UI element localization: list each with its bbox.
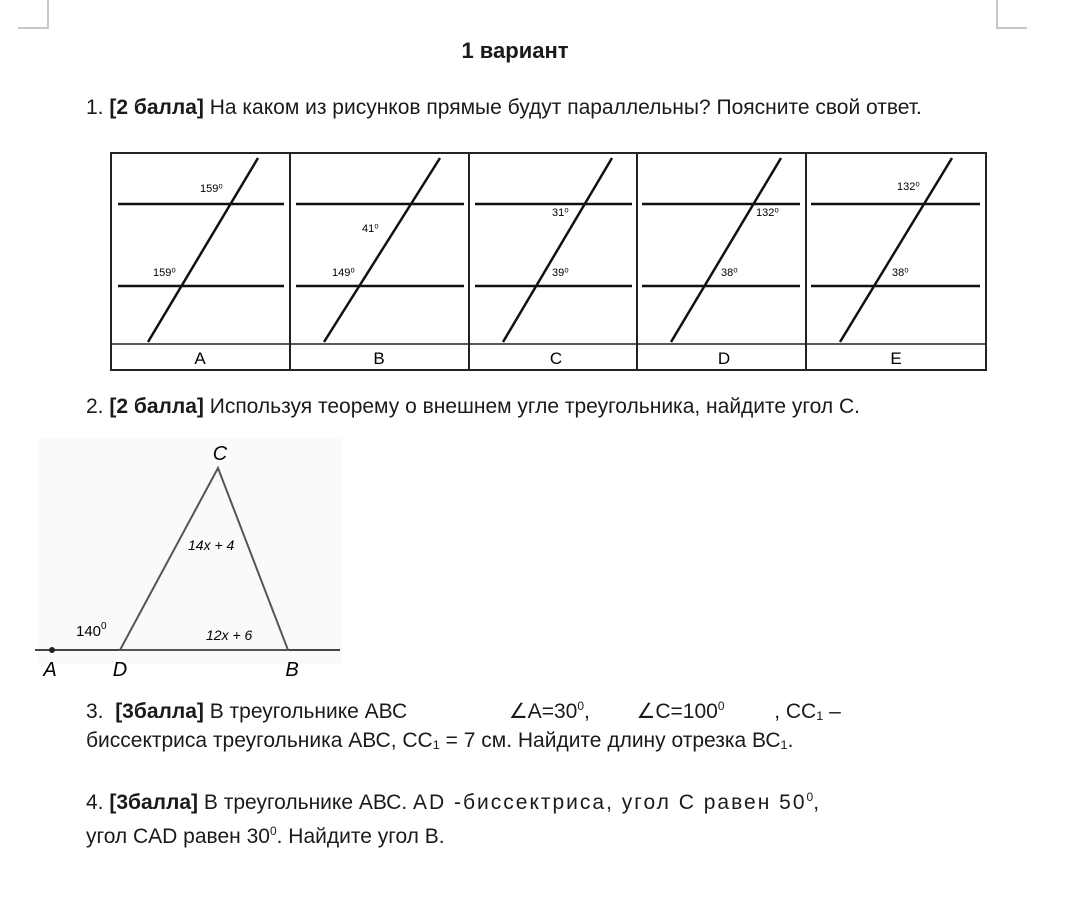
question-2-points: [2 балла]: [109, 395, 204, 418]
question-4-text-4: угол CAD равен 30: [86, 825, 270, 848]
question-1: [86, 93, 1006, 122]
panel-c-angle-bottom: 39⁰: [552, 267, 569, 279]
panel-c: [475, 158, 632, 368]
panel-a-angle-bottom: 159⁰: [153, 267, 176, 279]
page-corner-right: [985, 0, 1045, 40]
vertex-d-label: D: [112, 659, 128, 681]
panel-e-label: E: [890, 349, 902, 368]
panel-a-angle-top: 159⁰: [200, 183, 223, 195]
panel-d-label: D: [717, 349, 731, 368]
question-4-text-5: . Найдите угол В.: [276, 825, 445, 848]
panel-b-angle-top: 41⁰: [362, 223, 379, 235]
question-1-points: [2 балла]: [109, 96, 204, 119]
page-title: 1 вариант: [461, 38, 569, 63]
question-3-angle-a-degree: 0: [577, 699, 585, 713]
panel-a: [118, 158, 284, 368]
question-3-angle-c: ∠C=100: [636, 700, 718, 723]
question-3-cc1: , CC₁ –: [774, 700, 841, 723]
vertex-c-label: C: [212, 443, 228, 465]
question-1-number: 1.: [86, 96, 104, 119]
angle-d-value: $140^0$: [76, 621, 107, 640]
panel-e: [811, 158, 980, 368]
question-4-degree-1: 0: [806, 790, 814, 804]
question-4: [86, 783, 986, 851]
panel-d: [642, 158, 800, 368]
angle-b-expression: 12x + 6: [206, 627, 253, 643]
question-3-number: 3.: [86, 700, 104, 723]
question-4-degree-2: 0: [269, 824, 277, 838]
panel-c-label: C: [549, 349, 563, 368]
question-3-angle-a: ∠A=30: [508, 700, 578, 723]
panel-d-angle-bottom: 38⁰: [721, 267, 738, 279]
angle-d-degree: 0: [101, 621, 107, 632]
question-3-points: [3балла]: [115, 700, 204, 723]
parallel-lines-figure: [110, 152, 988, 372]
question-4-text-3: ,: [813, 791, 820, 814]
panel-b: [296, 158, 464, 368]
question-2-text: Используя теорему о внешнем угле треугольника, найдите угол С.: [209, 395, 860, 418]
panel-e-angle-bottom: 38⁰: [892, 267, 909, 279]
question-4-points: [3балла]: [109, 791, 199, 814]
triangle-figure: [30, 430, 350, 690]
question-1-text: На каком из рисунков прямые будут параллельны? Поясните свой ответ.: [209, 96, 922, 119]
question-3-angle-c-degree: 0: [717, 699, 725, 713]
panel-c-angle-top: 31⁰: [552, 207, 569, 219]
panel-e-angle-top: 132⁰: [897, 181, 920, 193]
panel-d-angle-top: 132⁰: [756, 207, 779, 219]
question-4-text-2: AD -биссектриса, угол С равен 50: [413, 791, 807, 814]
vertex-b-label: B: [285, 659, 299, 681]
question-3-comma: ,: [584, 700, 590, 723]
question-3-text-1: В треугольнике АВС: [209, 700, 408, 723]
question-2: [86, 392, 1026, 421]
panel-b-label: B: [373, 349, 385, 368]
panel-a-label: A: [194, 349, 206, 368]
page-corner-left: [0, 0, 60, 40]
panel-b-angle-bottom: 149⁰: [332, 267, 355, 279]
question-4-number: 4.: [86, 791, 104, 814]
question-3: [86, 692, 986, 755]
question-3-text-2: биссектриса треугольника АВС, СС₁ = 7 см. Найдите длину отрезка ВС₁.: [86, 729, 794, 752]
question-2-number: 2.: [86, 395, 104, 418]
question-4-text-1: В треугольнике АВС.: [203, 791, 408, 814]
vertex-a-label: A: [43, 659, 57, 681]
angle-c-expression: 14x + 4: [188, 537, 235, 553]
